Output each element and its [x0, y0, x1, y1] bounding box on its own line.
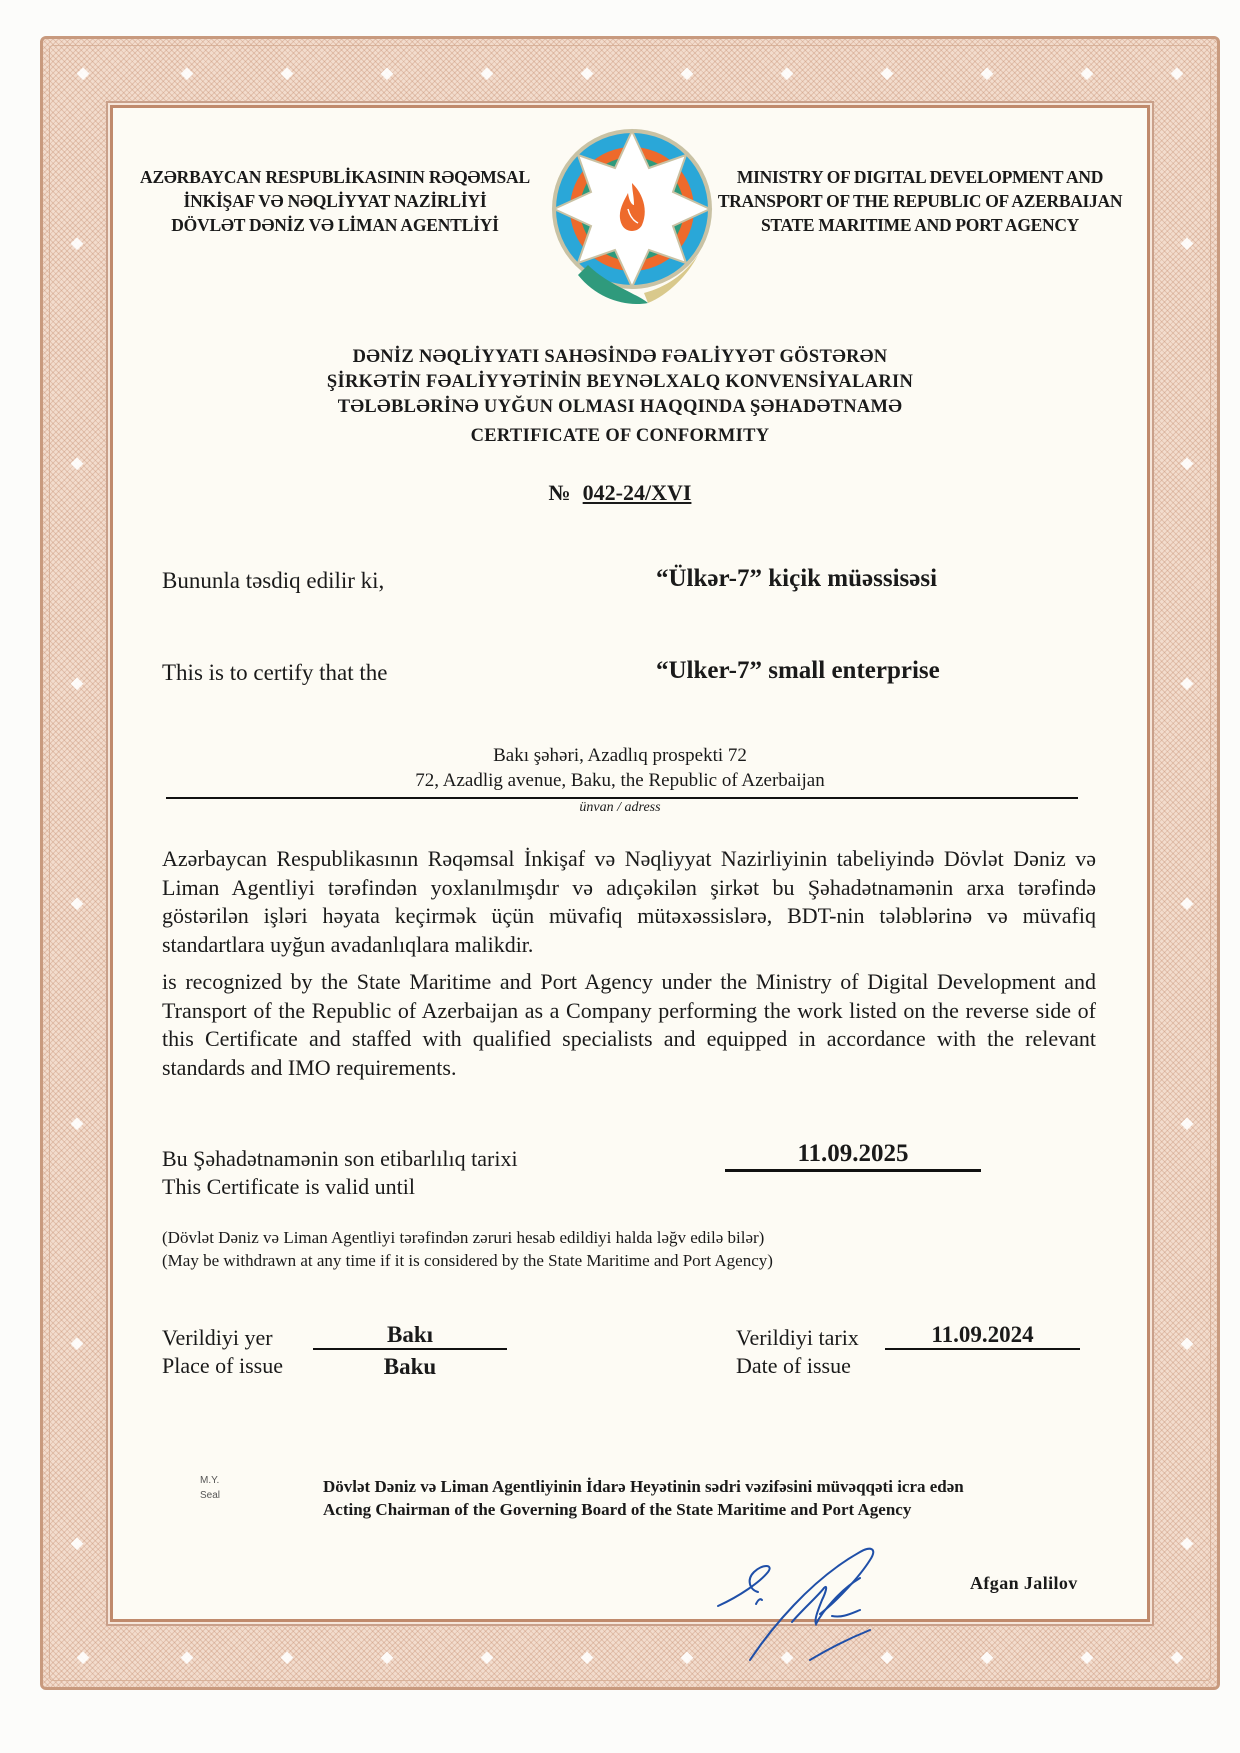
title-az-line: TƏLƏBLƏRİNƏ UYĞUN OLMASI HAQQINDA ŞƏHADƏTNAMƏ	[337, 397, 903, 417]
signer-title-en: Acting Chairman of the Governing Board of the State Maritime and Port Agency	[323, 1500, 912, 1519]
withdrawal-note-en: (May be withdrawn at any time if it is considered by the State Maritime and Port Agency)	[162, 1251, 773, 1270]
coat-of-arms-icon	[548, 125, 716, 315]
title-en: CERTIFICATE OF CONFORMITY	[470, 426, 770, 446]
number-value: 042-24/XVI	[582, 480, 692, 505]
body-paragraph-az: Azərbaycan Respublikasının Rəqəmsal İnkişaf və Nəqliyyat Nazirliyinin tabeliyində Dövlət Dəniz və Liman Agentliyi tərəfindən yoxlanılmışdır və adıçəkilən şirkət bu Şəhadətnamənin arxa tərəfində göstərilən işləri həyata keçirmək üçün müvafiq mütəxəssislərə, BDT-nin tələblərinə və müvafiq standartlara uyğun avadanlıqlara malikdir.	[162, 846, 1096, 957]
handwritten-signature-icon	[710, 1530, 930, 1665]
place-of-issue-en: Baku	[383, 1354, 437, 1379]
agency-name-en-line: TRANSPORT OF THE REPUBLIC OF AZERBAIJAN	[717, 191, 1123, 211]
place-of-issue-az: Bakı	[313, 1322, 507, 1350]
company-name-az: “Ülkər-7” kiçik müəssisəsi	[656, 565, 938, 592]
address-az: Bakı şəhəri, Azadlıq prospekti 72	[493, 745, 747, 766]
certificate-number	[400, 480, 840, 506]
signer-title-az: Dövlət Dəniz və Liman Agentliyinin İdarə Heyətinin sədri vəzifəsini müvəqqəti icra edən	[323, 1477, 964, 1496]
agency-name-en-line: MINISTRY OF DIGITAL DEVELOPMENT AND	[736, 167, 1104, 187]
signer-title	[323, 1475, 964, 1521]
number-sign: №	[548, 480, 571, 505]
agency-name-en	[700, 165, 1140, 237]
company-name-en: “Ulker-7” small enterprise	[656, 657, 940, 684]
address-caption: ünvan / adress	[579, 800, 661, 815]
address-en: 72, Azadlig avenue, Baku, the Republic of Azerbaijan	[415, 770, 825, 791]
seal-placeholder	[200, 1473, 220, 1503]
address-divider	[166, 797, 1078, 799]
validity-label-az: Bu Şəhadətnamənin son etibarlılıq tarixi	[162, 1146, 518, 1171]
certify-label-en: This is to certify that the	[162, 660, 388, 685]
place-of-issue-label-az: Verildiyi yer	[162, 1325, 273, 1350]
title-az-line: ŞİRKƏTİN FƏALİYYƏTİNİN BEYNƏLXALQ KONVENSİYALARIN	[326, 372, 914, 392]
title-az-line: DƏNİZ NƏQLİYYATI SAHƏSİNDƏ FƏALİYYƏT GÖSTƏRƏN	[352, 347, 888, 367]
date-of-issue-label-az: Verildiyi tarix	[736, 1325, 859, 1350]
signer-name: Afgan Jalilov	[970, 1573, 1078, 1593]
validity-label-en: This Certificate is valid until	[162, 1174, 415, 1199]
certify-label-az: Bununla təsdiq edilir ki,	[162, 568, 385, 593]
agency-name-az-line: AZƏRBAYCAN RESPUBLİKASININ RƏQƏMSAL	[140, 167, 530, 187]
withdrawal-note-az: (Dövlət Dəniz və Liman Agentliyi tərəfindən zəruri hesab edildiyi halda ləğv edilə bilər)	[162, 1228, 765, 1247]
address	[160, 743, 1080, 793]
agency-name-az	[120, 165, 550, 237]
date-of-issue: 11.09.2024	[885, 1322, 1080, 1350]
validity-date: 11.09.2025	[725, 1140, 981, 1172]
seal-label-az: M.Y.	[200, 1475, 220, 1486]
certificate-title	[200, 345, 1040, 449]
agency-name-en-line: STATE MARITIME AND PORT AGENCY	[760, 215, 1080, 235]
body-paragraph-en: is recognized by the State Maritime and Port Agency under the Ministry of Digital Development and Transport of the Republic of Azerbaijan as a Company performing the work listed on the reverse side of this Certificate and staffed with qualified specialists and equipped in accordance with the relevant standards and IMO requirements.	[162, 969, 1096, 1080]
agency-name-az-line: İNKİŞAF VƏ NƏQLİYYAT NAZİRLİYİ	[183, 191, 487, 211]
agency-name-az-line: DÖVLƏT DƏNİZ VƏ LİMAN AGENTLİYİ	[171, 215, 499, 235]
place-of-issue-label-en: Place of issue	[162, 1353, 283, 1378]
seal-label-en: Seal	[200, 1490, 221, 1501]
date-of-issue-label-en: Date of issue	[736, 1353, 851, 1378]
